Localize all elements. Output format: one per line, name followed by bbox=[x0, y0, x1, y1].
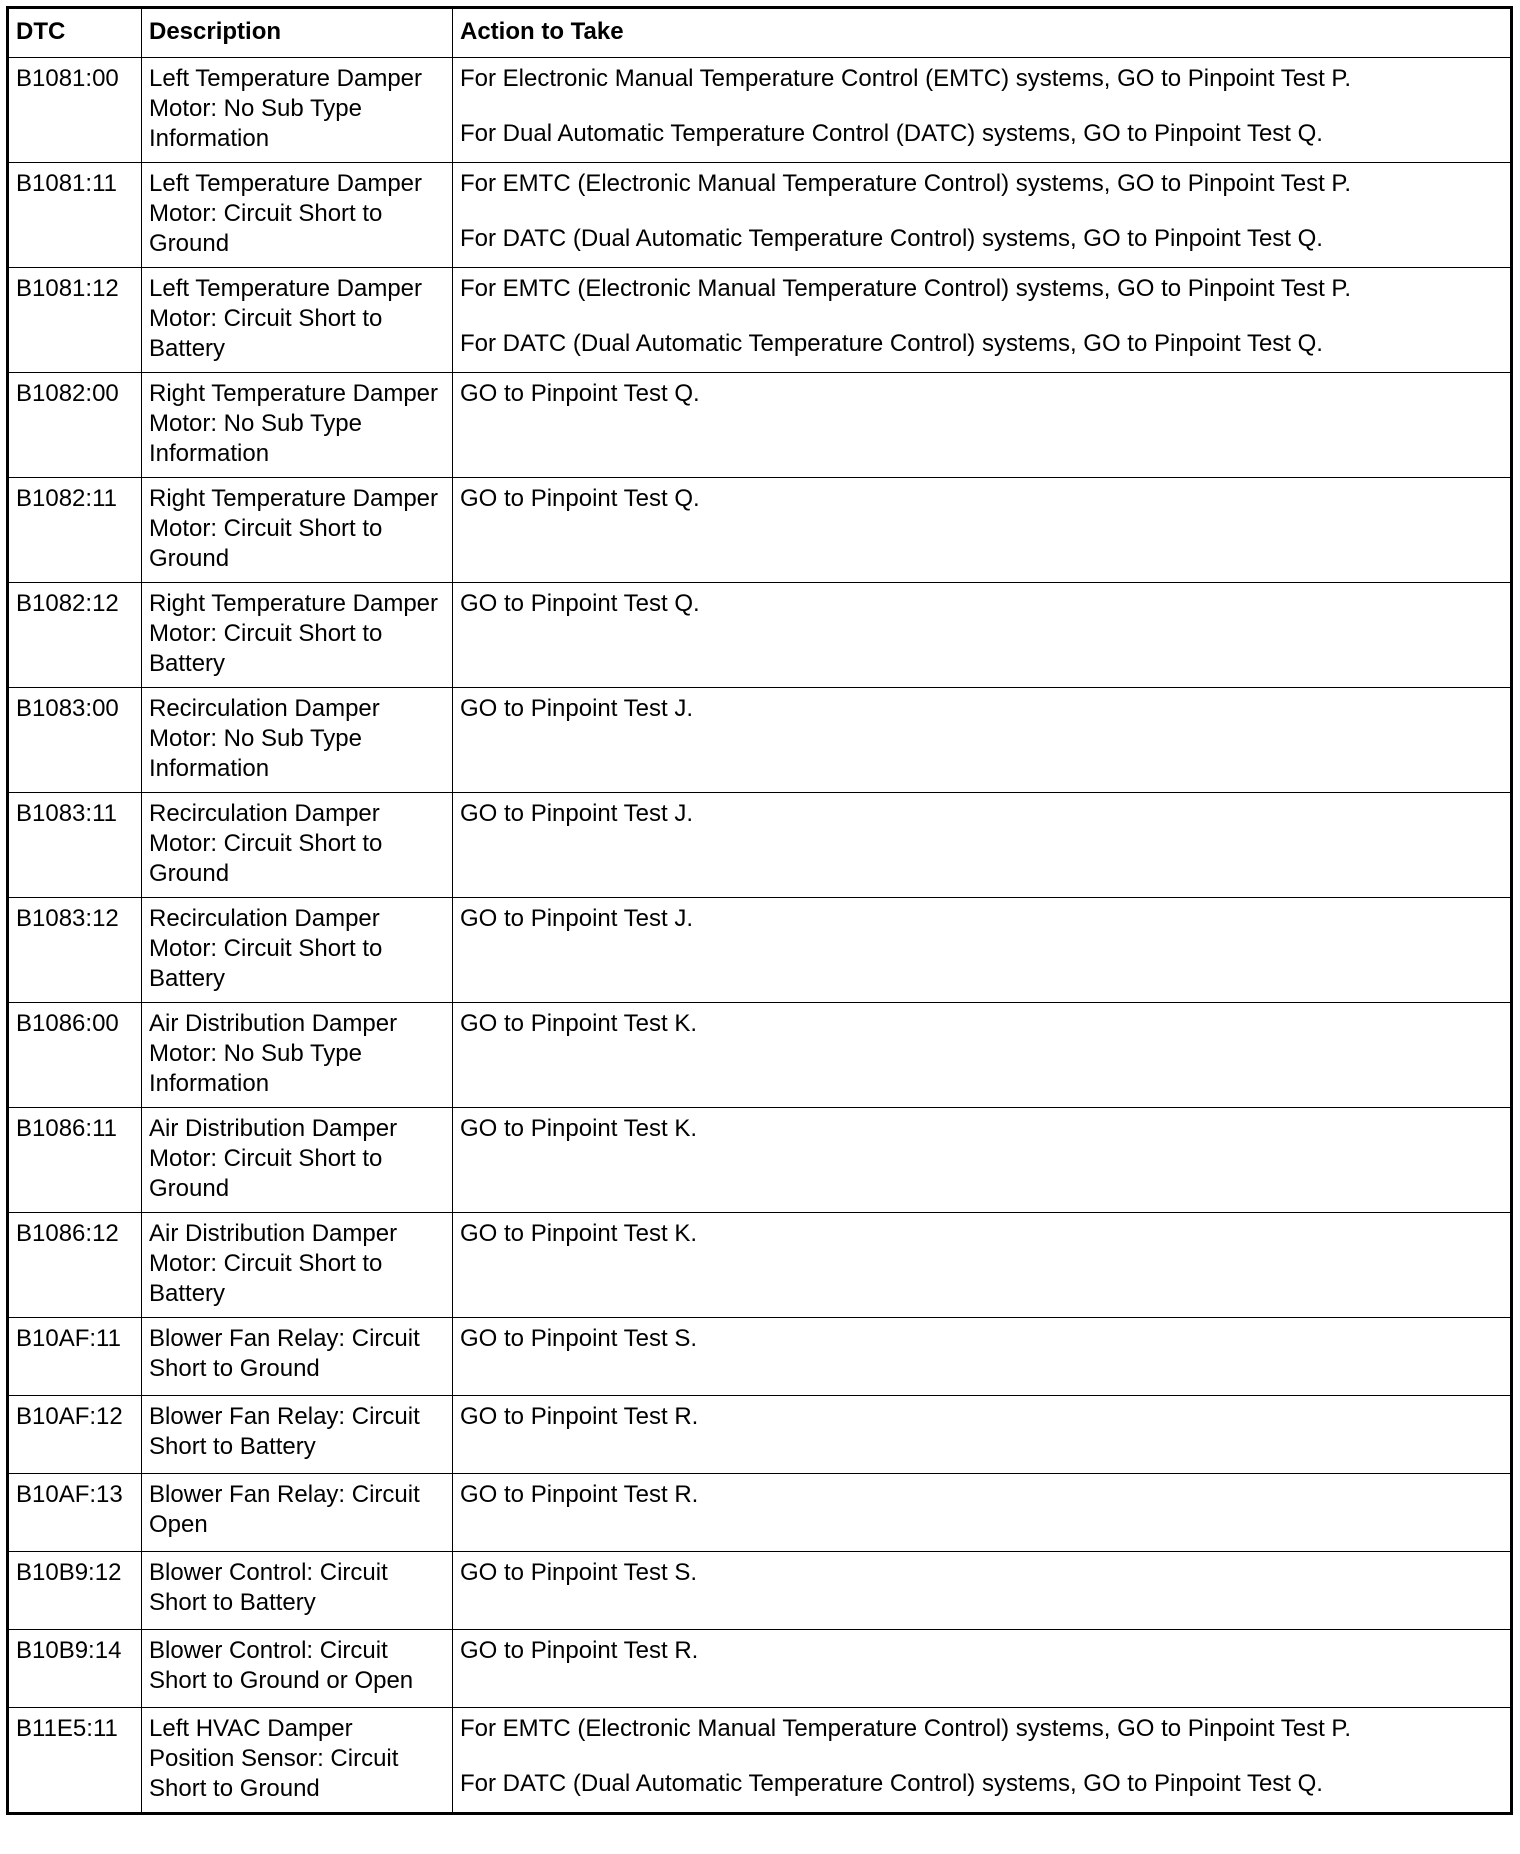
table-header bbox=[8, 8, 1512, 58]
action-line: For EMTC (Electronic Manual Temperature Control) systems, GO to Pinpoint Test P. bbox=[460, 1715, 1351, 1742]
header-dtc: DTC bbox=[8, 8, 142, 58]
dtc-code: B1086:12 bbox=[8, 1213, 142, 1318]
dtc-action bbox=[453, 1213, 1512, 1318]
dtc-code: B10B9:14 bbox=[8, 1630, 142, 1708]
table-row bbox=[8, 1552, 1512, 1630]
dtc-action bbox=[453, 1318, 1512, 1396]
dtc-code: B10AF:13 bbox=[8, 1474, 142, 1552]
dtc-table-container bbox=[6, 6, 1513, 1815]
dtc-action bbox=[453, 688, 1512, 793]
dtc-code: B1082:00 bbox=[8, 373, 142, 478]
header-row bbox=[8, 8, 1512, 58]
table-row bbox=[8, 1630, 1512, 1708]
dtc-description: Recirculation Damper Motor: Circuit Short to Battery bbox=[142, 898, 453, 1003]
table-row bbox=[8, 1708, 1512, 1814]
action-line: For Dual Automatic Temperature Control (DATC) systems, GO to Pinpoint Test Q. bbox=[460, 120, 1323, 147]
dtc-action bbox=[453, 373, 1512, 478]
header-action: Action to Take bbox=[453, 8, 1512, 58]
action-line: GO to Pinpoint Test R. bbox=[460, 1403, 699, 1430]
dtc-description: Left Temperature Damper Motor: No Sub Type Information bbox=[142, 58, 453, 163]
action-line: For EMTC (Electronic Manual Temperature Control) systems, GO to Pinpoint Test P. bbox=[460, 170, 1351, 197]
action-line: GO to Pinpoint Test S. bbox=[460, 1325, 698, 1352]
dtc-description: Air Distribution Damper Motor: No Sub Type Information bbox=[142, 1003, 453, 1108]
dtc-description: Right Temperature Damper Motor: Circuit Short to Battery bbox=[142, 583, 453, 688]
dtc-description: Blower Fan Relay: Circuit Short to Ground bbox=[142, 1318, 453, 1396]
table-row bbox=[8, 793, 1512, 898]
table-row bbox=[8, 1003, 1512, 1108]
dtc-description: Left HVAC Damper Position Sensor: Circuit Short to Ground bbox=[142, 1708, 453, 1814]
table-row bbox=[8, 58, 1512, 163]
dtc-action bbox=[453, 163, 1512, 268]
action-line: For DATC (Dual Automatic Temperature Control) systems, GO to Pinpoint Test Q. bbox=[460, 1770, 1323, 1797]
dtc-description: Blower Control: Circuit Short to Ground or Open bbox=[142, 1630, 453, 1708]
dtc-action bbox=[453, 1474, 1512, 1552]
action-line: GO to Pinpoint Test K. bbox=[460, 1010, 698, 1037]
action-line: GO to Pinpoint Test K. bbox=[460, 1220, 698, 1247]
action-line: GO to Pinpoint Test J. bbox=[460, 695, 694, 722]
dtc-code: B1086:11 bbox=[8, 1108, 142, 1213]
dtc-description: Recirculation Damper Motor: No Sub Type Information bbox=[142, 688, 453, 793]
dtc-description: Blower Fan Relay: Circuit Open bbox=[142, 1474, 453, 1552]
dtc-action bbox=[453, 793, 1512, 898]
action-line: GO to Pinpoint Test R. bbox=[460, 1481, 699, 1508]
table-body bbox=[8, 58, 1512, 1814]
dtc-code: B1086:00 bbox=[8, 1003, 142, 1108]
dtc-description: Right Temperature Damper Motor: No Sub Type Information bbox=[142, 373, 453, 478]
action-line: For DATC (Dual Automatic Temperature Control) systems, GO to Pinpoint Test Q. bbox=[460, 330, 1323, 357]
dtc-description: Left Temperature Damper Motor: Circuit Short to Battery bbox=[142, 268, 453, 373]
dtc-description: Blower Fan Relay: Circuit Short to Battery bbox=[142, 1396, 453, 1474]
dtc-action bbox=[453, 1552, 1512, 1630]
dtc-description: Left Temperature Damper Motor: Circuit Short to Ground bbox=[142, 163, 453, 268]
dtc-action bbox=[453, 1396, 1512, 1474]
action-line: GO to Pinpoint Test J. bbox=[460, 800, 694, 827]
dtc-action bbox=[453, 268, 1512, 373]
action-line: GO to Pinpoint Test S. bbox=[460, 1559, 698, 1586]
dtc-code: B1083:12 bbox=[8, 898, 142, 1003]
header-description: Description bbox=[142, 8, 453, 58]
dtc-code: B10B9:12 bbox=[8, 1552, 142, 1630]
dtc-action bbox=[453, 478, 1512, 583]
dtc-description: Right Temperature Damper Motor: Circuit Short to Ground bbox=[142, 478, 453, 583]
table-row bbox=[8, 163, 1512, 268]
dtc-code: B1081:12 bbox=[8, 268, 142, 373]
table-row bbox=[8, 1213, 1512, 1318]
dtc-code: B1081:11 bbox=[8, 163, 142, 268]
dtc-code: B11E5:11 bbox=[8, 1708, 142, 1814]
dtc-action bbox=[453, 1630, 1512, 1708]
table-row bbox=[8, 898, 1512, 1003]
dtc-code: B10AF:12 bbox=[8, 1396, 142, 1474]
table-row bbox=[8, 1474, 1512, 1552]
action-line: For DATC (Dual Automatic Temperature Control) systems, GO to Pinpoint Test Q. bbox=[460, 225, 1323, 252]
dtc-code: B10AF:11 bbox=[8, 1318, 142, 1396]
action-line: GO to Pinpoint Test K. bbox=[460, 1115, 698, 1142]
action-line: For EMTC (Electronic Manual Temperature Control) systems, GO to Pinpoint Test P. bbox=[460, 275, 1351, 302]
dtc-table bbox=[6, 6, 1513, 1815]
dtc-action bbox=[453, 898, 1512, 1003]
action-line: For Electronic Manual Temperature Control (EMTC) systems, GO to Pinpoint Test P. bbox=[460, 65, 1351, 92]
table-row bbox=[8, 373, 1512, 478]
dtc-code: B1081:00 bbox=[8, 58, 142, 163]
dtc-code: B1083:11 bbox=[8, 793, 142, 898]
table-row bbox=[8, 1396, 1512, 1474]
dtc-description: Air Distribution Damper Motor: Circuit Short to Battery bbox=[142, 1213, 453, 1318]
table-row bbox=[8, 1108, 1512, 1213]
dtc-code: B1083:00 bbox=[8, 688, 142, 793]
dtc-action bbox=[453, 1003, 1512, 1108]
action-line: GO to Pinpoint Test R. bbox=[460, 1637, 699, 1664]
dtc-action bbox=[453, 58, 1512, 163]
table-row bbox=[8, 688, 1512, 793]
dtc-description: Recirculation Damper Motor: Circuit Short to Ground bbox=[142, 793, 453, 898]
dtc-code: B1082:12 bbox=[8, 583, 142, 688]
table-row bbox=[8, 268, 1512, 373]
dtc-action bbox=[453, 1108, 1512, 1213]
dtc-action bbox=[453, 1708, 1512, 1814]
action-line: GO to Pinpoint Test J. bbox=[460, 905, 694, 932]
table-row bbox=[8, 478, 1512, 583]
dtc-description: Blower Control: Circuit Short to Battery bbox=[142, 1552, 453, 1630]
table-row bbox=[8, 1318, 1512, 1396]
action-line: GO to Pinpoint Test Q. bbox=[460, 380, 700, 407]
table-row bbox=[8, 583, 1512, 688]
dtc-action bbox=[453, 583, 1512, 688]
dtc-description: Air Distribution Damper Motor: Circuit Short to Ground bbox=[142, 1108, 453, 1213]
action-line: GO to Pinpoint Test Q. bbox=[460, 590, 700, 617]
dtc-code: B1082:11 bbox=[8, 478, 142, 583]
action-line: GO to Pinpoint Test Q. bbox=[460, 485, 700, 512]
